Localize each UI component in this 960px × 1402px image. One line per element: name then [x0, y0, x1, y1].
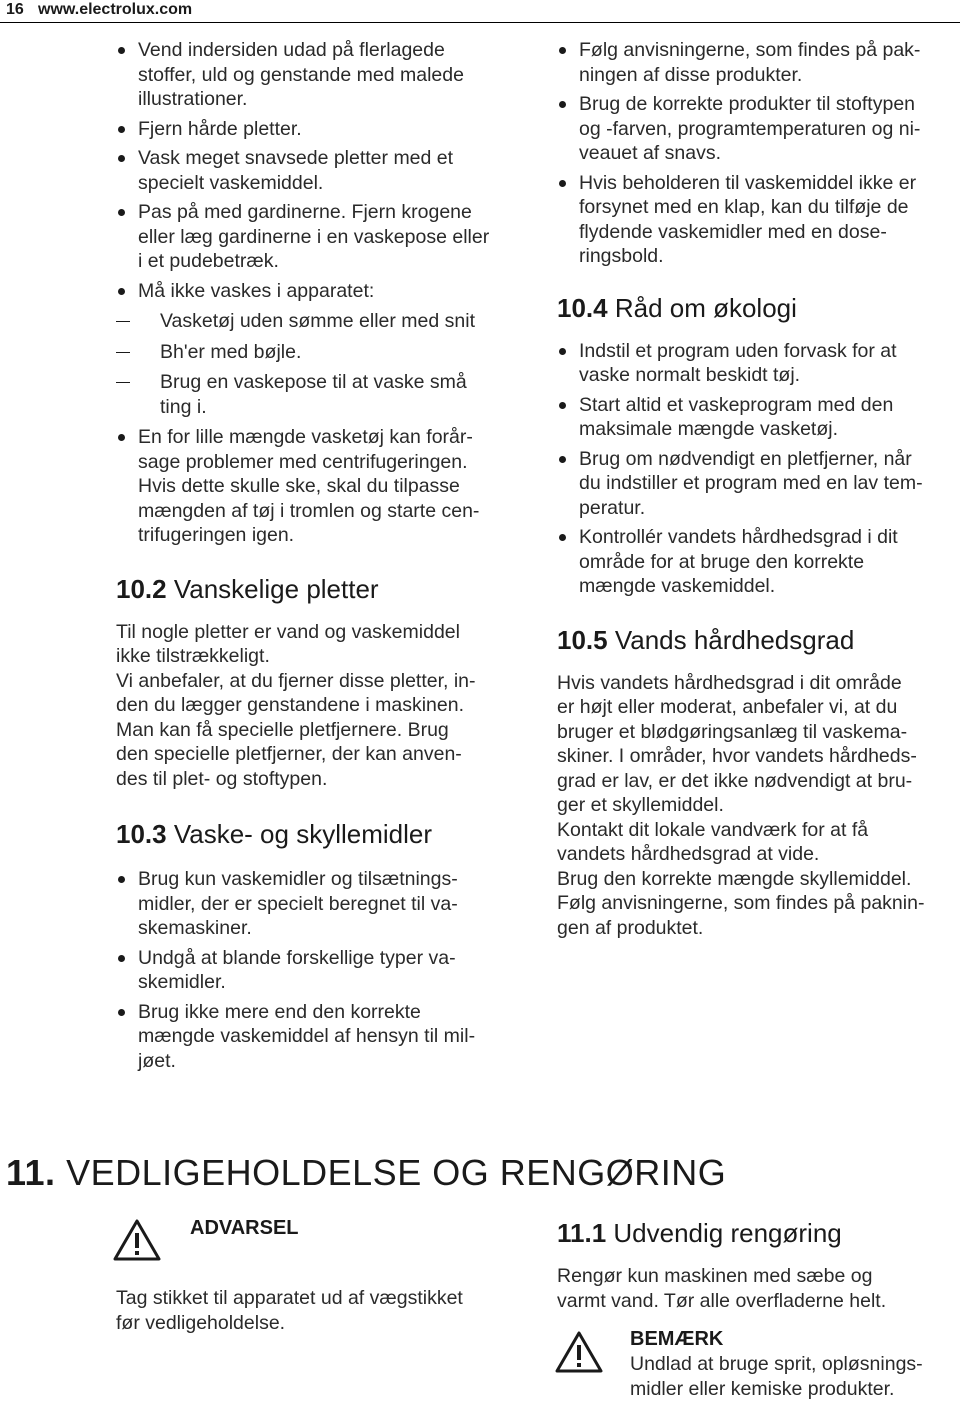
- text-line: Fjern hårde pletter.: [138, 117, 302, 140]
- text-line: sage problemer med centrifugeringen.: [138, 450, 468, 473]
- site-url[interactable]: www.electrolux.com: [38, 1, 193, 18]
- text-line: midler eller kemiske produkter.: [630, 1377, 895, 1400]
- text-line: Hvis dette skulle ske, skal du tilpasse: [138, 475, 460, 497]
- text-line: du indstiller et program med en lav tem-: [579, 472, 923, 494]
- text-line: Brug ikke mere end den korrekte: [138, 1000, 421, 1023]
- text-line: Bh'er med bøjle.: [160, 340, 302, 363]
- text-line: Undlad at bruge sprit, opløsnings-: [630, 1353, 923, 1375]
- text-line: Vend indersiden udad på flerlagede: [138, 39, 445, 61]
- text-line: mængde vaskemiddel.: [579, 575, 776, 597]
- text-line: trifugeringen igen.: [138, 524, 295, 546]
- text-line: Man kan få specielle pletfjernere. Brug: [116, 718, 449, 741]
- section-heading-10-4: 10.4 Råd om økologi: [557, 292, 797, 323]
- warning-text: [116, 1286, 536, 1335]
- water-hardness-paragraph: [557, 671, 957, 941]
- list-item: [116, 946, 516, 995]
- text-line: skemaskiner.: [138, 917, 252, 939]
- text-line: ikke tilstrækkeligt.: [116, 645, 270, 667]
- warning-title: ADVARSEL: [190, 1217, 299, 1239]
- text-line: Vask meget snavsede pletter med et: [138, 147, 454, 169]
- text-line: Kontrollér vandets hårdhedsgrad i dit: [579, 526, 898, 548]
- text-line: eller læg gardinerne i en vaskepose eller: [138, 225, 490, 248]
- text-line: og -farven, programtemperaturen og ni-: [579, 117, 921, 140]
- text-line: ringsbold.: [579, 245, 664, 267]
- text-line: Brug kun vaskemidler og tilsætnings-: [138, 868, 458, 890]
- text-line: Kontakt dit lokale vandværk for at få: [557, 818, 869, 841]
- text-line: flydende vaskemidler med en dose-: [579, 220, 887, 243]
- text-line: Vasketøj uden sømme eller med snit: [160, 310, 475, 332]
- text-line: i et pudebetræk.: [138, 250, 279, 272]
- care-list: [116, 38, 516, 548]
- section-heading-10-3: 10.3 Vaske- og skyllemidler: [116, 819, 432, 849]
- text-line: område for at bruge den korrekte: [579, 550, 865, 573]
- text-line: des til plet- og stoftypen.: [116, 767, 328, 790]
- text-line: ningen af disse produkter.: [579, 63, 803, 86]
- section-heading-11-1: 11.1 Udvendig rengøring: [557, 1218, 842, 1248]
- text-line: gen af produktet.: [557, 916, 704, 939]
- exterior-cleaning-text: [557, 1264, 957, 1313]
- text-line: grad er lav, er det ikke nødvendigt at bru-: [557, 769, 913, 792]
- section-heading-10-5: 10.5 Vands hårdhedsgrad: [557, 624, 855, 655]
- text-line: Start altid et vaskeprogram med den: [579, 393, 894, 416]
- text-line: midler, der er specielt beregnet til va-: [138, 892, 458, 915]
- text-line: er højt eller moderat, anbefaler vi, at du: [557, 696, 898, 718]
- list-item: [557, 525, 957, 599]
- list-item: [557, 339, 957, 388]
- text-line: Brug den korrekte mængde skyllemiddel.: [557, 867, 912, 890]
- left-column: [116, 38, 516, 1078]
- text-line: før vedligeholdelse.: [116, 1311, 286, 1334]
- list-item: [557, 171, 957, 269]
- list-item: [116, 425, 516, 548]
- text-line: vandets hårdhedsgrad at vide.: [557, 843, 820, 865]
- sub-list: [116, 309, 516, 419]
- list-item: [116, 279, 516, 420]
- text-line: Hvis beholderen til vaskemiddel ikke er: [579, 171, 917, 194]
- text-line: den du lægger genstandene i maskinen.: [116, 694, 464, 716]
- list-item: [116, 867, 516, 941]
- page-header: [0, 0, 960, 24]
- text-line: Undgå at blande forskellige typer va-: [138, 946, 456, 969]
- text-line: Brug en vaskepose til at vaske små: [160, 371, 467, 393]
- text-line: ger et skyllemiddel.: [557, 794, 724, 816]
- text-line: veauet af snavs.: [579, 142, 722, 164]
- sub-list-item: [116, 309, 516, 334]
- list-item: [116, 38, 516, 112]
- note-title: BEMÆRK: [630, 1328, 724, 1350]
- list-item: [557, 393, 957, 442]
- sub-list-item: [116, 370, 516, 419]
- text-line: Følg anvisningerne, som findes på paknin-: [557, 892, 925, 914]
- text-line: varmt vand. Tør alle overfladerne helt.: [557, 1289, 887, 1312]
- stains-paragraph: [116, 620, 516, 792]
- chapter-heading-11: 11. VEDLIGEHOLDELSE OG RENGØRING: [6, 1152, 727, 1193]
- text-line: skemidler.: [138, 971, 226, 993]
- text-line: Pas på med gardinerne. Fjern krogene: [138, 201, 472, 223]
- list-item: [116, 200, 516, 274]
- list-item: [116, 1000, 516, 1074]
- text-line: En for lille mængde vasketøj kan forår-: [138, 426, 473, 448]
- list-item: [116, 117, 516, 142]
- text-line: Tag stikket til apparatet ud af vægstikket: [116, 1287, 463, 1309]
- text-line: stoffer, uld og genstande med malede: [138, 63, 464, 86]
- text-line: Følg anvisningerne, som findes på pak-: [579, 39, 921, 61]
- text-line: Til nogle pletter er vand og vaskemiddel: [116, 620, 460, 643]
- section-heading-10-2: 10.2 Vanskelige pletter: [116, 573, 379, 604]
- text-line: specielt vaskemiddel.: [138, 171, 324, 194]
- note-text: [630, 1352, 960, 1401]
- text-line: forsynet med en klap, kan du tilføje de: [579, 196, 909, 218]
- text-line: mængde vaskemiddel af hensyn til mil-: [138, 1025, 476, 1047]
- text-line: Brug om nødvendigt en pletfjerner, når: [579, 447, 912, 470]
- page-number: 16: [6, 1, 24, 18]
- detergent-list-cont: [557, 38, 957, 269]
- list-item: [557, 92, 957, 166]
- text-line: Hvis vandets hårdhedsgrad i dit område: [557, 671, 902, 694]
- right-column: [557, 38, 957, 940]
- text-line: Brug de korrekte produkter til stoftypen: [579, 93, 916, 115]
- text-line: ting i.: [160, 395, 207, 418]
- text-line: illustrationer.: [138, 88, 248, 110]
- text-line: Vi anbefaler, at du fjerner disse pletter, in-: [116, 669, 476, 692]
- detergent-list: [116, 867, 516, 1073]
- list-item: [116, 146, 516, 195]
- sub-list-item: [116, 340, 516, 365]
- text-line: vaske normalt beskidt tøj.: [579, 364, 801, 386]
- text-line: den specielle pletfjerner, der kan anven-: [116, 743, 462, 765]
- list-item: [557, 447, 957, 521]
- warning-icon: [112, 1218, 162, 1262]
- text-line: Indstil et program uden forvask for at: [579, 339, 897, 362]
- text-line: mængden af tøj i tromlen og starte cen-: [138, 499, 480, 522]
- text-line: bruger et blødgøringsanlæg til vaskema-: [557, 720, 908, 743]
- header-divider: [0, 22, 960, 23]
- text-line: skiner. I områder, hvor vandets hårdheds-: [557, 745, 917, 767]
- text-line: maksimale mængde vasketøj.: [579, 418, 839, 440]
- ecology-list: [557, 339, 957, 599]
- text-line: peratur.: [579, 496, 646, 519]
- caution-icon: [554, 1330, 604, 1374]
- text-line: jøet.: [138, 1049, 176, 1072]
- text-line: Rengør kun maskinen med sæbe og: [557, 1265, 873, 1287]
- text-line: Må ikke vaskes i apparatet:: [138, 279, 375, 302]
- list-item: [557, 38, 957, 87]
